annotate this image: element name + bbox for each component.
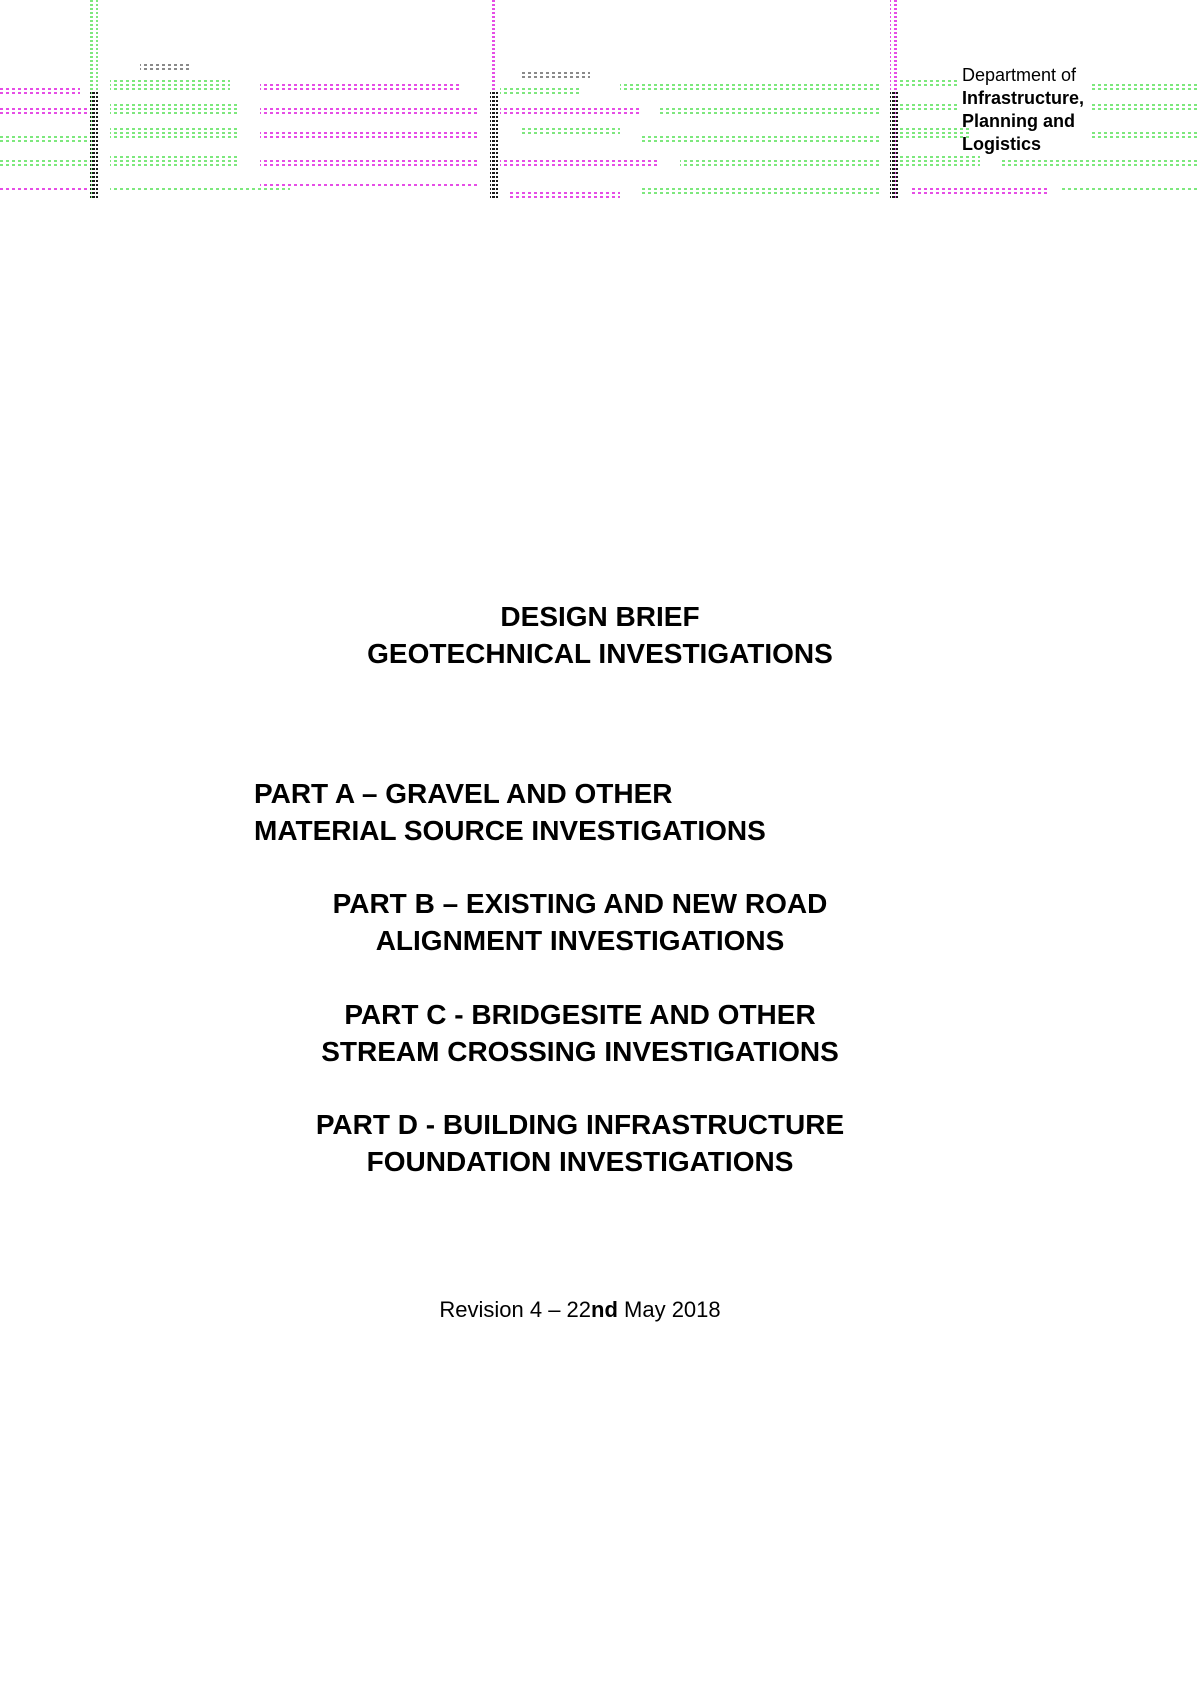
part-c-heading [0,996,1160,1070]
department-line-4: Logistics [962,134,1042,154]
part-d-line-1: PART D - BUILDING INFRASTRUCTURE [315,1109,845,1140]
department-block [962,64,1084,156]
document-title [0,598,1200,672]
part-a-line-2: MATERIAL SOURCE INVESTIGATIONS [254,815,766,846]
part-c-line-1: PART C - BRIDGESITE AND OTHER [344,999,816,1030]
revision-line [0,1297,1160,1323]
part-b-line-2: ALIGNMENT INVESTIGATIONS [375,925,785,956]
part-c-line-2: STREAM CROSSING INVESTIGATIONS [321,1036,839,1067]
part-b-heading [0,885,1160,959]
part-a-heading [254,775,766,849]
department-line-3: Planning and [962,111,1076,131]
part-a-line-1: PART A – GRAVEL AND OTHER [254,778,673,809]
title-line-2: GEOTECHNICAL INVESTIGATIONS [367,638,833,669]
revision-ordinal-suffix: nd [591,1297,618,1322]
title-line-1: DESIGN BRIEF [500,601,700,632]
part-d-line-2: FOUNDATION INVESTIGATIONS [366,1146,794,1177]
revision-date: May 2018 [617,1297,721,1322]
revision-prefix: Revision 4 – 22 [439,1297,592,1322]
part-b-line-1: PART B – EXISTING AND NEW ROAD [332,888,828,919]
department-line-2: Infrastructure, [962,88,1085,108]
department-line-1: Department of [962,65,1077,85]
part-d-heading [0,1106,1160,1180]
